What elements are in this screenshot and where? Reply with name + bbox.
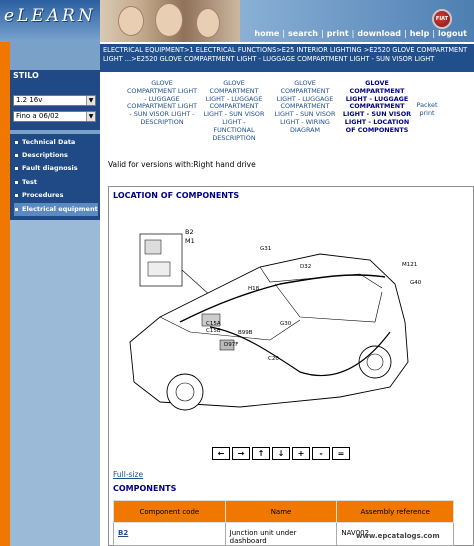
- zoom-in-button[interactable]: +: [292, 447, 310, 460]
- tab-location-of-components[interactable]: GLOVE COMPARTMENT LIGHT - LUGGAGE COMPARTMENT LIGHT - SUN VISOR LIGHT - LOCATION OF COMPONENTS: [342, 79, 412, 134]
- bullet-icon: [15, 141, 18, 144]
- banner-face-icon: [155, 3, 183, 37]
- version-validity: Valid for versions with:Right hand drive: [108, 160, 256, 169]
- diagram-label: M1: [185, 237, 195, 245]
- assembly-reference: NAV002: [337, 523, 454, 546]
- nav-download-link[interactable]: download: [357, 29, 402, 38]
- diagram-label: C15A: [206, 321, 221, 327]
- sidebar-lower-panel: [10, 220, 100, 546]
- tab-wiring-diagram[interactable]: GLOVE COMPARTMENT LIGHT - LUGGAGE COMPARTMENT LIGHT - SUN VISOR LIGHT - WIRING DIAGRAM: [274, 79, 336, 134]
- inset-connector-icon: [148, 262, 170, 276]
- watermark: www.epcatalogs.com: [356, 532, 440, 540]
- sidebar-item-electrical-equipment[interactable]: [14, 203, 98, 216]
- fiat-logo-icon: FIAT: [432, 9, 452, 29]
- tab-functional-description[interactable]: GLOVE COMPARTMENT LIGHT - LUGGAGE COMPARTMENT LIGHT - SUN VISOR LIGHT - FUNCTIONAL DESCRIPTION: [203, 79, 265, 142]
- date-select-value: Fino a 06/02: [16, 112, 60, 120]
- nav-print-link[interactable]: print: [326, 29, 349, 38]
- diagram-label: B2: [185, 228, 194, 236]
- diagram-label: C15B: [206, 328, 221, 334]
- nav-logout-link[interactable]: logout: [438, 29, 467, 38]
- bullet-icon: [15, 194, 18, 197]
- pan-left-button[interactable]: ←: [212, 447, 230, 460]
- components-heading: COMPONENTS: [113, 484, 177, 493]
- banner-face-icon: [196, 8, 220, 38]
- column-header: Component code: [114, 501, 226, 523]
- chevron-down-icon: ▼: [86, 96, 95, 105]
- chevron-down-icon: ▼: [86, 112, 95, 121]
- pan-right-button[interactable]: →: [232, 447, 250, 460]
- reset-zoom-button[interactable]: =: [332, 447, 350, 460]
- pan-down-button[interactable]: ↓: [272, 447, 290, 460]
- component-name: Junction unit under dashboard: [225, 523, 337, 546]
- document-tabs: [118, 79, 448, 142]
- breadcrumb: ELECTRICAL EQUIPMENT>1 ELECTRICAL FUNCTIONS>E25 INTERIOR LIGHTING >E2520 GLOVE COMPARTMENT LIGHT ...>E2520 GLOVE COMPARTMENT LIGHT - LUGGAGE COMPARTMENT LIGHT - SUN VISOR LIGHT: [100, 44, 474, 72]
- sidebar-item-test[interactable]: [14, 176, 98, 189]
- tab-description[interactable]: GLOVE COMPARTMENT LIGHT - LUGGAGE COMPARTMENT LIGHT - SUN VISOR LIGHT - DESCRIPTION: [126, 79, 198, 126]
- inset-module-icon: [145, 240, 161, 254]
- diagram-label: B99B: [238, 330, 253, 336]
- component-code-link[interactable]: B2: [114, 523, 226, 546]
- diagram-label: G30: [280, 321, 292, 327]
- diagram-label: C20: [268, 356, 279, 362]
- sidebar-item-label: Fault diagnosis: [22, 164, 78, 172]
- engine-select-value: 1.2 16v: [16, 96, 43, 104]
- engine-select[interactable]: [13, 95, 96, 106]
- component-location-diagram: [120, 222, 420, 440]
- full-size-link[interactable]: Full-size: [113, 470, 144, 479]
- model-label: STILO: [13, 71, 39, 80]
- sidebar-item-label: Test: [22, 178, 37, 186]
- sidebar-item-procedures[interactable]: [14, 189, 98, 202]
- sidebar-item-technical-data[interactable]: [14, 136, 98, 149]
- diagram-label: M121: [402, 262, 418, 268]
- sidebar-item-descriptions[interactable]: [14, 149, 98, 162]
- pan-up-button[interactable]: ↑: [252, 447, 270, 460]
- diagram-label: G31: [260, 246, 272, 252]
- sidebar-item-label: Technical Data: [22, 138, 76, 146]
- sidebar-accent-stripe: [0, 42, 10, 546]
- table-header-row: [114, 501, 454, 523]
- nav-home-link[interactable]: home: [254, 29, 280, 38]
- nav-help-link[interactable]: help: [409, 29, 430, 38]
- packet-print-link[interactable]: Packet print: [416, 101, 438, 117]
- column-header: Assembly reference: [337, 501, 454, 523]
- diagram-label: D32: [300, 264, 312, 270]
- banner-face-icon: [118, 6, 144, 36]
- bullet-icon: [15, 167, 18, 170]
- diagram-label: D97F: [224, 342, 239, 348]
- zoom-out-button[interactable]: -: [312, 447, 330, 460]
- bullet-icon: [15, 208, 18, 211]
- bullet-icon: [15, 181, 18, 184]
- top-navigation: home | search | print | download | help | logout: [251, 29, 470, 41]
- sidebar-item-fault-diagnosis[interactable]: [14, 162, 98, 175]
- diagram-controls: [212, 447, 350, 460]
- nav-search-link[interactable]: search: [288, 29, 318, 38]
- diagram-label: G40: [410, 280, 422, 286]
- location-heading: LOCATION OF COMPONENTS: [113, 191, 240, 200]
- banner-photo: [100, 0, 240, 42]
- date-select[interactable]: [13, 111, 96, 122]
- sidebar-item-label: Procedures: [22, 191, 64, 199]
- diagram-label: H18: [248, 286, 260, 292]
- column-header: Name: [225, 501, 337, 523]
- bullet-icon: [15, 154, 18, 157]
- sidebar-item-label: Electrical equipment: [22, 205, 98, 213]
- elearn-logo: eLEARN: [4, 6, 96, 26]
- sidebar-item-label: Descriptions: [22, 151, 68, 159]
